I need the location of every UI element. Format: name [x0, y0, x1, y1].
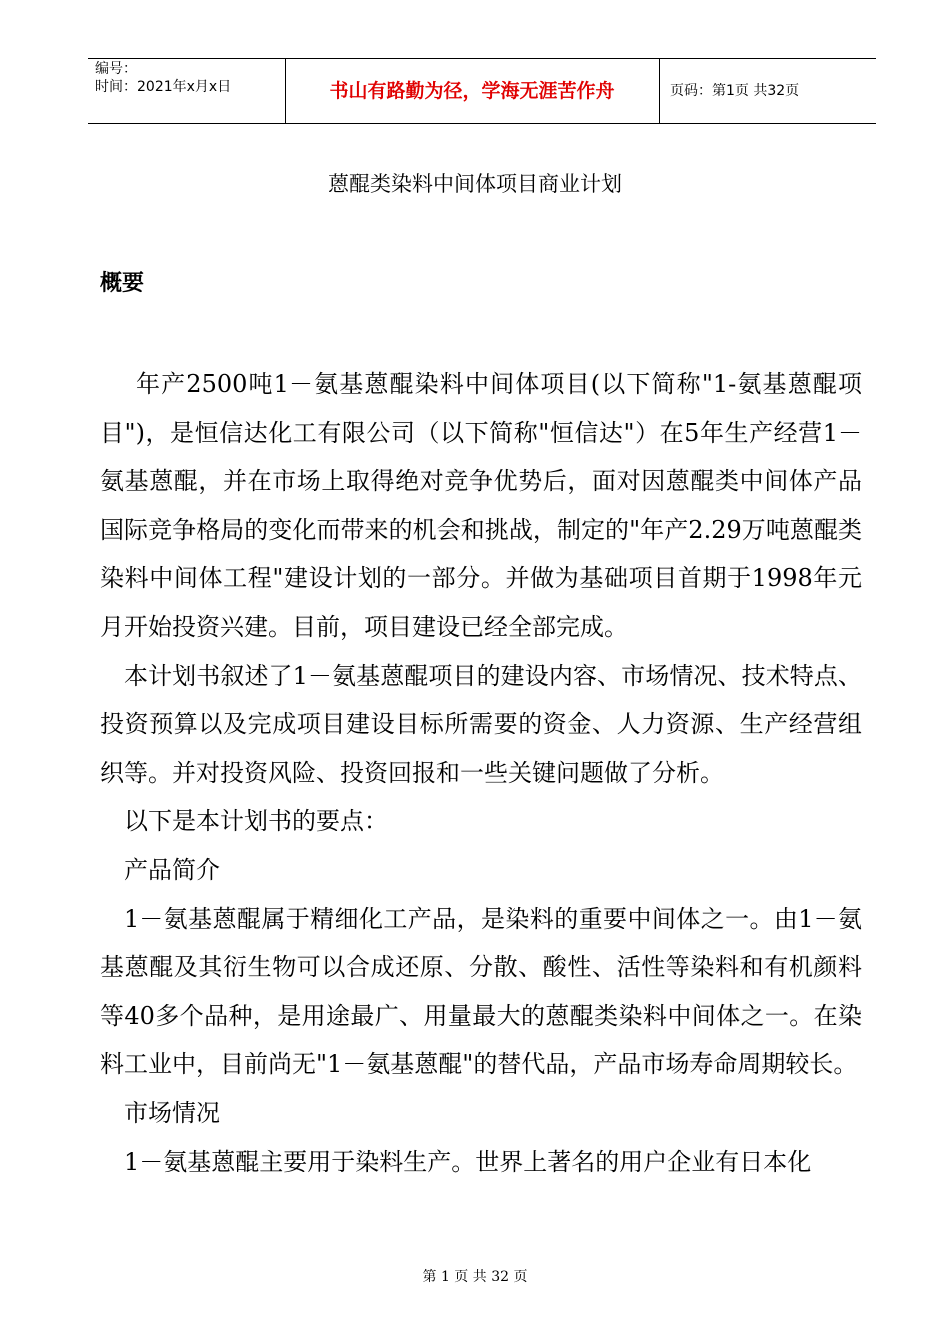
subheading-market: 市场情况: [124, 1098, 220, 1127]
paragraph-key-points: 以下是本计划书的要点：: [124, 807, 388, 836]
subheading-product: 产品简介: [124, 855, 220, 884]
paragraph-product: 1－氨基蒽醌属于精细化工产品，是染料的重要中间体之一。由1－氨基蒽醌及其衍生物可以合成还原、分散、酸性、活性等染料和有机颜料等40多个品种，是用途最广、用量最大的蒽醌类染料中间体之一。在染料工业中，目前尚无"1－氨基蒽醌"的替代品，产品市场寿命周期较长。: [100, 904, 862, 1079]
section-heading: 概要: [100, 271, 145, 296]
document-time-label: 时间：2021年x月x日: [95, 79, 232, 95]
paragraph-market: 1－氨基蒽醌主要用于染料生产。世界上著名的用户企业有日本化: [124, 1147, 812, 1176]
document-number-label: 编号：: [95, 61, 137, 77]
document-body: [100, 360, 862, 1186]
header-motto: 书山有路勤为径，学海无涯苦作舟: [329, 80, 615, 102]
page-footer: 第 1 页 共 32 页: [422, 1269, 528, 1285]
document-title: 蒽醌类染料中间体项目商业计划: [328, 172, 622, 196]
header-meta: [95, 60, 281, 96]
page-header: [88, 58, 876, 124]
paragraph-scope: 本计划书叙述了1－氨基蒽醌项目的建设内容、市场情况、技术特点、投资预算以及完成项目建设目标所需要的资金、人力资源、生产经营组织等。并对投资风险、投资回报和一些关键问题做了分析。: [100, 661, 862, 787]
header-page-info: 页码：第1页 共32页: [670, 83, 800, 99]
header-divider-right: [659, 59, 660, 123]
paragraph-intro: 年产2500吨1－氨基蒽醌染料中间体项目(以下简称"1-氨基蒽醌项目")，是恒信达化工有限公司（以下简称"恒信达"）在5年生产经营1－氨基蒽醌，并在市场上取得绝对竞争优势后，面对因蒽醌类中间体产品国际竞争格局的变化而带来的机会和挑战，制定的"年产2.29万吨蒽醌类染料中间体工程"建设计划的一部分。并做为基础项目首期于1998年元月开始投资兴建。目前，项目建设已经全部完成。: [100, 370, 862, 641]
